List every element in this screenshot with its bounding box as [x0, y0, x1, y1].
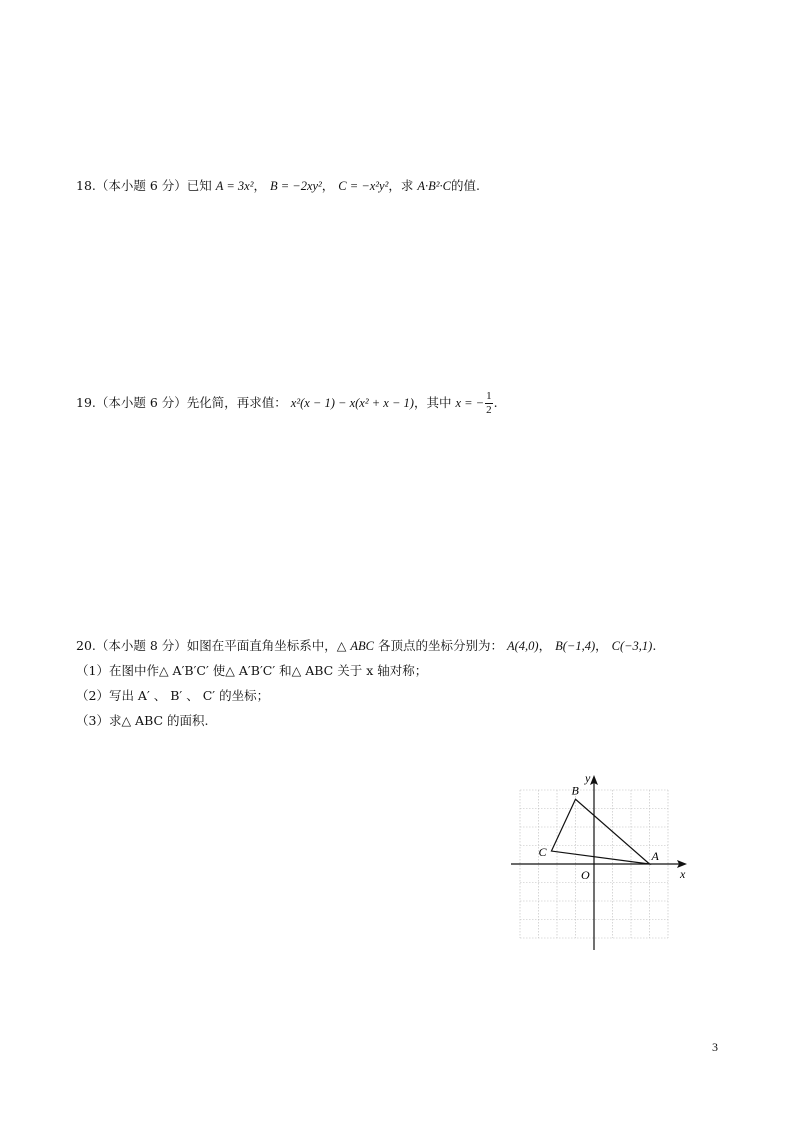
q20-part-1: （1）在图中作△ A′B′C′ 使△ A′B′C′ 和△ ABC 关于 x 轴对称； — [76, 663, 428, 678]
q20-text-coords: 各顶点的坐标分别为： — [378, 638, 504, 653]
q18-text-value: 的值. — [450, 178, 480, 193]
vertex-label-c: C — [538, 845, 547, 860]
q19-frac-den: 2 — [486, 404, 492, 416]
vertex-label-b: B — [571, 783, 579, 798]
question-20 — [76, 638, 656, 654]
q20-number: 20. — [76, 638, 96, 653]
q18-score: （本小题 6 分） — [95, 178, 187, 193]
q19-score: （本小题 6 分） — [95, 395, 187, 410]
q18-text-find: 求 — [400, 178, 414, 193]
q19-frac-num: 1 — [486, 390, 492, 402]
q19-text-intro: 先化简，再求值： — [186, 395, 287, 410]
q20-tri: ABC — [350, 639, 375, 653]
q18-expr-b: B = −2xy² — [269, 179, 322, 193]
q20-coord-c: C(−3,1) — [611, 639, 653, 653]
question-19 — [76, 390, 498, 417]
q18-text-given: 已知 — [186, 178, 212, 193]
q18-sep2: ， — [321, 178, 335, 193]
triangle-abc — [551, 799, 649, 864]
coordinate-figure — [505, 770, 695, 955]
q19-expr: x²(x − 1) − x(x² + x − 1) — [290, 396, 414, 410]
q20-coord-a: A(4,0) — [507, 639, 539, 653]
q20-coord-b: B(−1,4) — [555, 639, 596, 653]
q20-end: . — [652, 638, 657, 653]
q20-sep-1: ， — [538, 638, 552, 653]
page-number: 3 — [712, 1040, 718, 1054]
q20-part-2: （2）写出 A′ 、 B′ 、 C′ 的坐标； — [76, 688, 270, 703]
y-axis-label: y — [585, 771, 591, 785]
q19-x-eq: x = − — [455, 396, 485, 410]
x-axis-label: x — [680, 867, 686, 881]
q19-end: . — [493, 395, 498, 410]
q20-part-3: （3）求△ ABC 的面积. — [76, 713, 209, 728]
vertex-label-a: A — [651, 849, 659, 863]
q19-number: 19. — [76, 395, 96, 410]
origin-label: O — [581, 868, 590, 882]
q19-text-where: ，其中 — [413, 395, 452, 410]
q20-score: （本小题 8 分） — [95, 638, 187, 653]
q20-text-intro: 如图在平面直角坐标系中，△ — [186, 638, 347, 653]
q20-sep-2: ， — [595, 638, 608, 653]
q18-sep3: ， — [388, 178, 401, 193]
q18-number: 18. — [76, 178, 96, 193]
q19-fraction — [485, 390, 493, 417]
q18-expr-c: C = −x²y² — [338, 179, 389, 193]
q18-sep1: ， — [253, 178, 266, 193]
q18-expr-a: A = 3x² — [215, 179, 254, 193]
q18-expr-target: A·B²·C — [417, 179, 451, 193]
question-18 — [76, 178, 480, 194]
